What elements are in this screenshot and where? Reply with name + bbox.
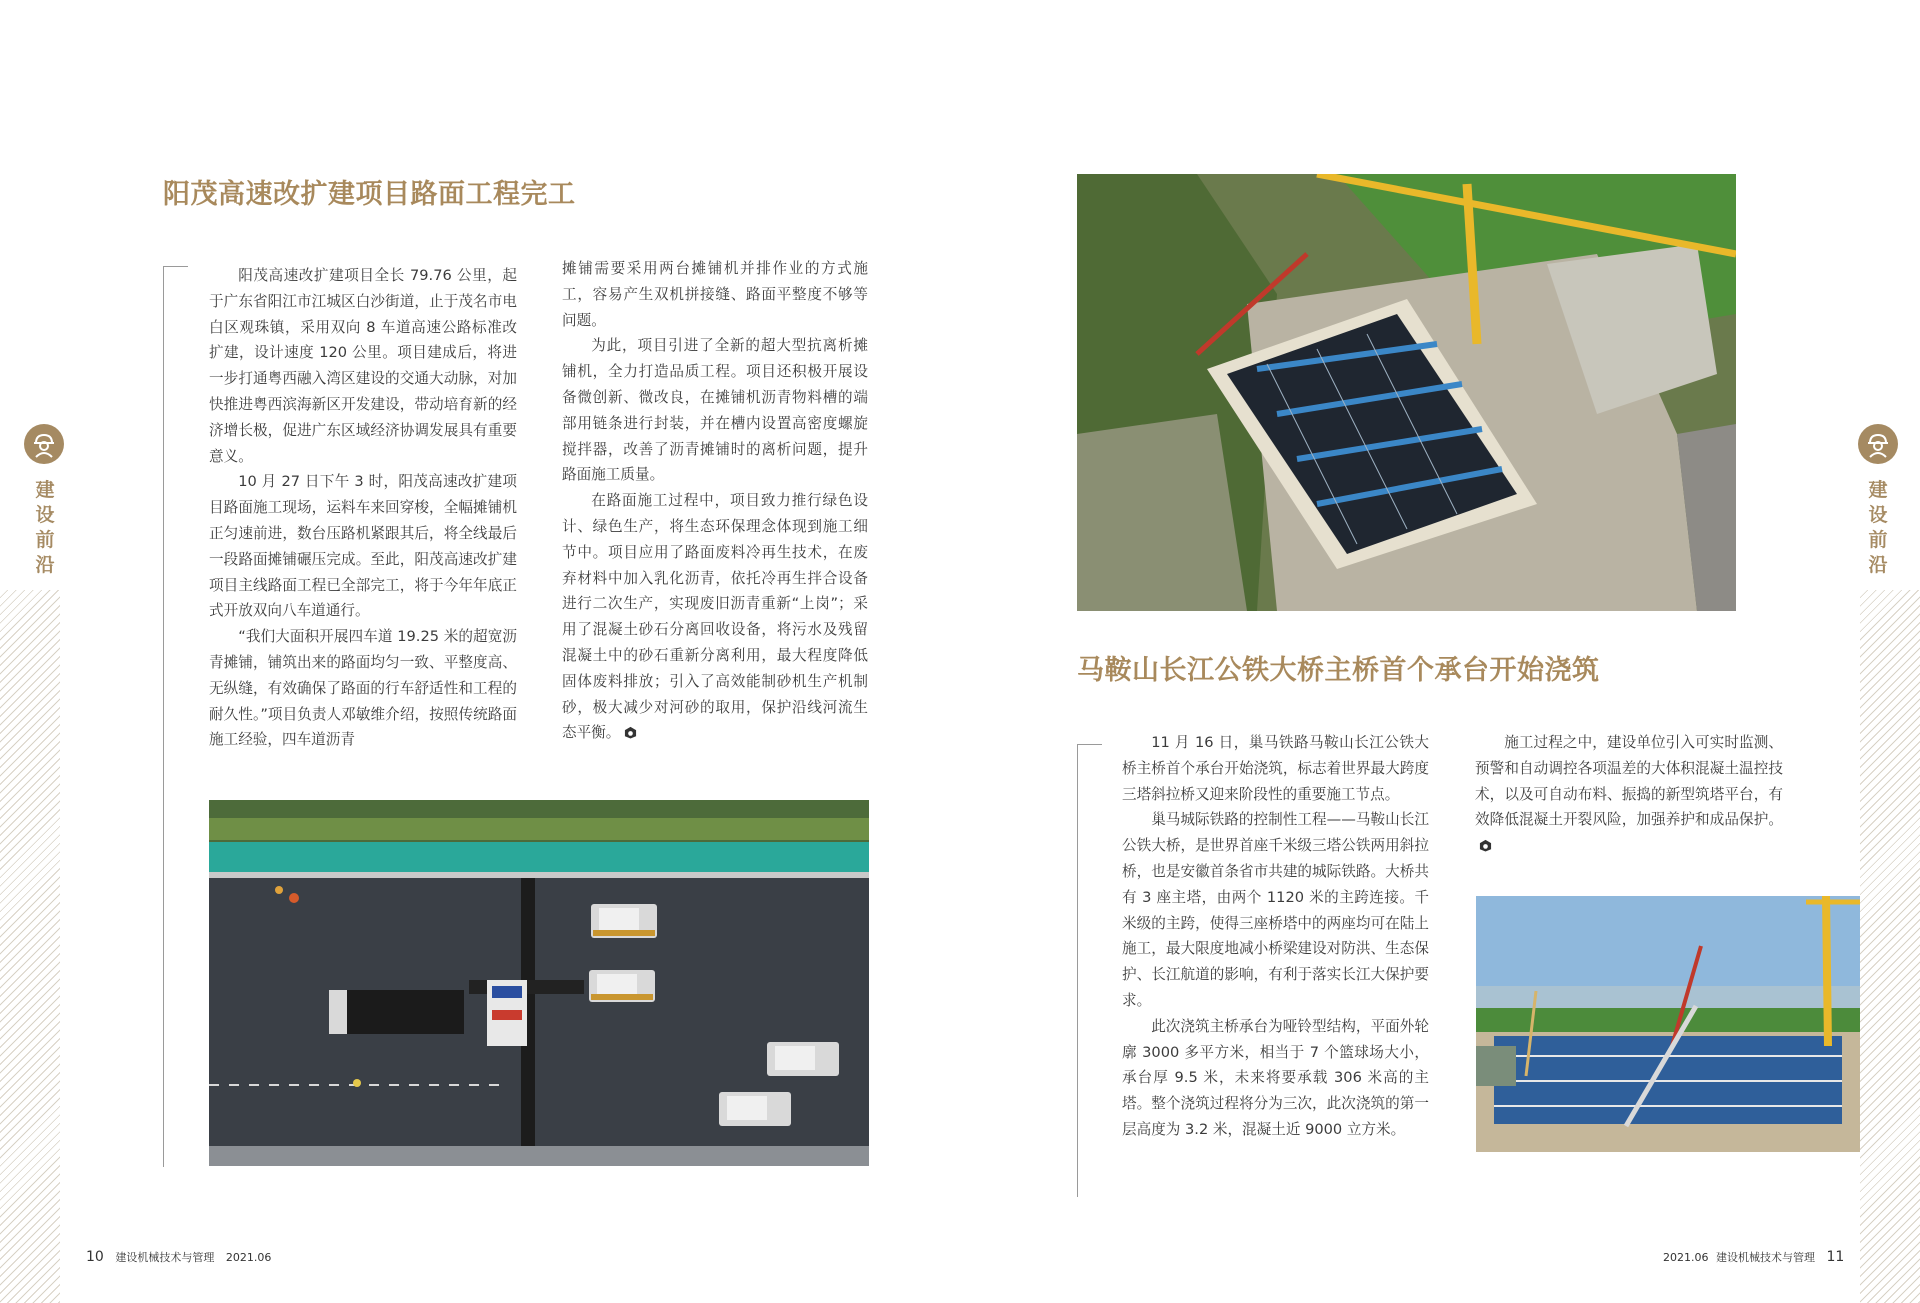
article2-title: 马鞍山长江公铁大桥主桥首个承台开始浇筑 <box>1077 655 1600 686</box>
article2-column-1 <box>1122 730 1429 1143</box>
worker-avatar-icon <box>24 424 64 464</box>
article2-bracket <box>1077 744 1102 1197</box>
worker-avatar-icon <box>1858 424 1898 464</box>
magazine-name: 建设机械技术与管理 <box>1716 1251 1815 1264</box>
bridge-foundation-aerial-photo <box>1077 174 1736 611</box>
paragraph-text: 施工过程之中，建设单位引入可实时监测、预警和自动调控各项温差的大体积混凝土温控技术，以及可自动布料、振捣的新型筑塔平台，有效降低混凝土开裂风险，加强养护和成品保护。 <box>1475 734 1783 829</box>
paragraph <box>1475 730 1783 859</box>
left-folio <box>86 1249 271 1265</box>
page-number: 10 <box>86 1249 104 1265</box>
article2-column-2 <box>1475 730 1783 859</box>
paragraph-text: 在路面施工过程中，项目致力推行绿色设计、绿色生产，将生态环保理念体现到施工细节中。项目应用了路面废料冷再生技术，在废弃材料中加入乳化沥青，依托冷再生拌合设备进行二次生产，实现废旧沥青重新“上岗”；采用了混凝土砂石分离回收设备，将污水及残留混凝土中的砂石重新分离利用，最大程度降低固体废料排放；引入了高效能制砂机生产机制砂，极大减少对河砂的取用，保护沿线河流生态平衡。 <box>562 492 868 742</box>
left-section-label: 建 设 前 沿 <box>35 479 55 576</box>
paragraph: 此次浇筑主桥承台为哑铃型结构，平面外轮廓 3000 多平方米，相当于 7 个篮球场大小，承台厚 9.5 米，未来将要承载 306 米高的主塔。整个浇筑过程将分为三次，此次浇筑的第一层高度为 3.2 米，混凝土近 9000 立方米。 <box>1122 1017 1429 1138</box>
paragraph: 巢马城际铁路的控制性工程——马鞍山长江公铁大桥，是世界首座千米级三塔公铁两用斜拉桥，也是安徽首条省市共建的城际铁路。大桥共有 3 座主塔，由两个 1120 米的主跨连接。千米级的主跨，使得三座桥塔中的两座均可在陆上施工，最大限度地减小桥梁建设对防洪、生态保护、长江航道的影响，有利于落实长江大保护要求。 <box>1122 811 1429 1009</box>
paragraph: “我们大面积开展四车道 19.25 米的超宽沥青摊铺，铺筑出来的路面均匀一致、平整度高、无纵缝，有效确保了路面的行车舒适性和工程的耐久性。”项目负责人邓敏维介绍，按照传统路面施工经验，四车道沥青 <box>209 628 517 749</box>
article1-bracket <box>163 266 188 1167</box>
left-side-stripe <box>0 590 60 1303</box>
pile-cap-construction-photo <box>1476 896 1860 1152</box>
right-folio <box>1663 1249 1844 1265</box>
paragraph: 阳茂高速改扩建项目全长 79.76 公里，起于广东省阳江市江城区白沙街道，止于茂名市电白区观珠镇，采用双向 8 车道高速公路标准改扩建，设计速度 120 公里。项目建成后，将进一步打通粤西融入湾区建设的交通大动脉，对加快推进粤西滨海新区开发建设，带动培育新的经济增长极，促进广东区域经济协调发展具有重要意义。 <box>209 267 517 465</box>
paragraph <box>562 488 868 746</box>
paragraph: 摊铺需要采用两台摊铺机并排作业的方式施工，容易产生双机拼接缝、路面平整度不够等问题。 <box>562 260 868 329</box>
right-side-stripe <box>1860 590 1920 1303</box>
article1-title: 阳茂高速改扩建项目路面工程完工 <box>163 179 576 210</box>
end-mark-icon <box>1479 839 1492 852</box>
article1-column-1 <box>209 263 517 753</box>
page-number: 11 <box>1826 1249 1845 1265</box>
end-mark-icon <box>624 726 637 739</box>
paragraph: 为此，项目引进了全新的超大型抗离析摊铺机，全力打造品质工程。项目还积极开展设备微创新、微改良，在摊铺机沥青物料槽的端部用链条进行封装，并在槽内设置高密度螺旋搅拌器，改善了沥青摊铺时的离析问题，提升路面施工质量。 <box>562 337 868 484</box>
issue-date: 2021.06 <box>1663 1251 1709 1264</box>
paragraph: 10 月 27 日下午 3 时，阳茂高速改扩建项目路面施工现场，运料车来回穿梭，全幅摊铺机正匀速前进，数台压路机紧跟其后，将全线最后一段路面摊铺碾压完成。至此，阳茂高速改扩建项目主线路面工程已全部完工，将于今年年底正式开放双向八车道通行。 <box>209 473 517 620</box>
issue-date: 2021.06 <box>225 1251 272 1264</box>
road-paving-aerial-photo <box>209 800 869 1166</box>
article1-column-2 <box>562 256 868 746</box>
right-section-label: 建 设 前 沿 <box>1868 479 1888 576</box>
magazine-name: 建设机械技术与管理 <box>115 1251 215 1264</box>
paragraph: 11 月 16 日，巢马铁路马鞍山长江公铁大桥主桥首个承台开始浇筑，标志着世界最大跨度三塔斜拉桥又迎来阶段性的重要施工节点。 <box>1122 734 1429 803</box>
